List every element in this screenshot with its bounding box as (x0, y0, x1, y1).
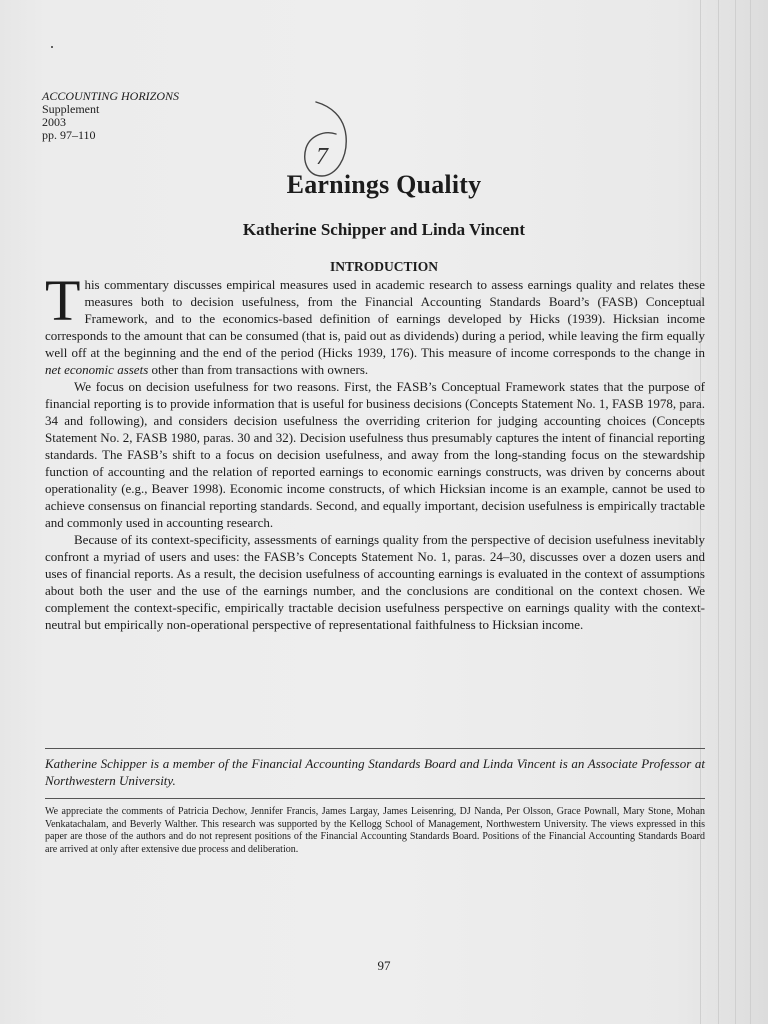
author-affiliation: Katherine Schipper is a member of the Financial Accounting Standards Board and Linda Vincent is an Associate Professor at Northwestern University. (45, 756, 705, 788)
speck-mark (51, 46, 53, 48)
journal-pages: pp. 97–110 (42, 128, 96, 142)
section-heading: INTRODUCTION (329, 259, 438, 274)
journal-name: ACCOUNTING HORIZONS (42, 89, 180, 103)
footnote-rule (45, 748, 705, 749)
paper-title: Earnings Quality (286, 170, 482, 199)
acknowledgement: We appreciate the comments of Patricia Dechow, Jennifer Francis, James Largay, James Leisenring, DJ Nanda, Per Olsson, Grace Pownall, Mary Stone, Mohan Venkatachalam, and Beverly Walther. This research was supported by the Kellogg School of Management, Northwestern University. The views expressed in this paper are those of the authors and do not represent positions of the Financial Accounting Standards Board. Positions of the Financial Accounting Standards Board are arrived at only after extensive due process and deliberation. (45, 806, 705, 855)
page-edge-line (750, 0, 751, 1024)
paragraph-1-text-end: other than from transactions with owners. (148, 362, 369, 377)
paper-authors: Katherine Schipper and Linda Vincent (242, 220, 526, 239)
body-text (45, 268, 705, 633)
journal-info (42, 90, 179, 142)
paragraph-2: We focus on decision usefulness for two reasons. First, the FASB’s Conceptual Framework states that the purpose of financial reporting is to provide information that is useful for business decisions (Concepts Statement No. 1, FASB 1978, para. 34 and following), and considers decision usefulness the overriding criterion for judging accounting choices (Concepts Statement No. 2, FASB 1980, paras. 30 and 32). Decision usefulness thus presumably captures the intent of financial reporting standards. The FASB’s shift to a focus on decision usefulness, and away from the long-standing focus on the stewardship function of accounting and the relation of reported earnings to economic earnings constructs, was driven by concerns about operationality (e.g., Beaver 1998). Economic income constructs, of which Hicksian income is an example, cannot be used to achieve consensus on financial reporting standards. Second, and equally important, decision usefulness is empirically tractable and commonly used in accounting research. (45, 379, 705, 530)
journal-issue: Supplement (42, 102, 100, 116)
drop-cap: T (45, 268, 81, 333)
page-number: 97 (377, 958, 391, 973)
annotation-number: 7 (316, 144, 328, 170)
paragraph-3: Because of its context-specificity, assessments of earnings quality from the perspective of decision usefulness inevitably confront a myriad of users and uses: the FASB’s Concepts Statement No. 1, paras. 24–30, discusses over a dozen users and uses of financial reports. As a result, the decision usefulness of accounting earnings is evaluated in the context of assumptions about both the user and the use of the earnings number, and the conclusions are conditional on the context chosen. We complement the context-specific, empirically tractable decision usefulness perspective on earnings quality with the context-neutral but empirically non-operational perspective of representational faithfulness to Hicksian income. (45, 532, 705, 632)
paragraph-1-text: his commentary discusses empirical measures used in academic research to assess earnings quality and relates these measures both to decision usefulness, from the Financial Accounting Standards Board’s (FASB) Conceptual Framework, and to the economics-based definition of earnings developed by Hicks (1939). Hicksian income corresponds to the amount that can be consumed (that is, paid out as dividends) during a period, while leaving the firm equally well off at the beginning and the end of the period (Hicks 1939, 176). This measure of income corresponds to the change in (45, 277, 705, 360)
footnote-rule (45, 798, 705, 799)
page-edge-line (735, 0, 736, 1024)
page-edge-line (718, 0, 719, 1024)
paragraph-1 (45, 268, 705, 378)
journal-year: 2003 (42, 115, 66, 129)
paragraph-1-emphasis: net economic assets (45, 362, 149, 377)
